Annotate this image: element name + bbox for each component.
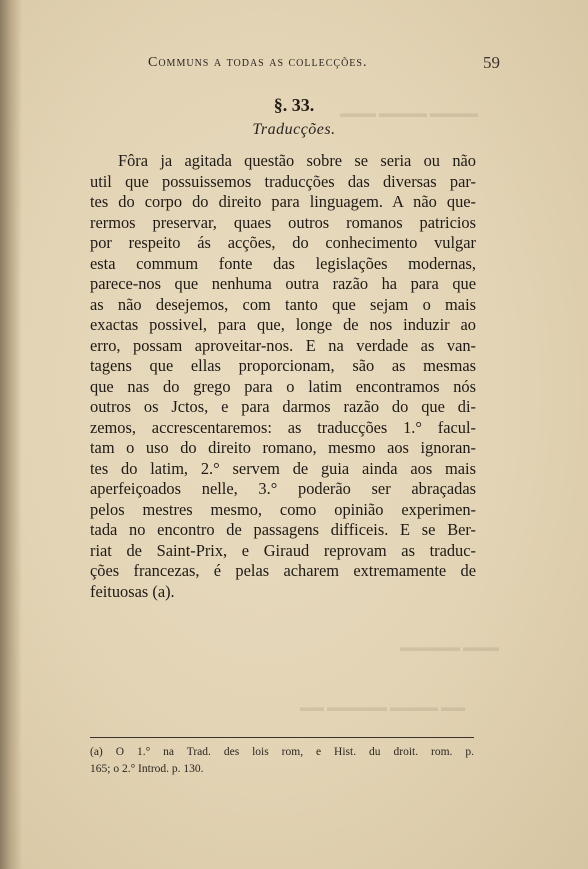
text-line: ções francezas, é pelas acharem extremamente de bbox=[90, 561, 476, 580]
bleed-through-mark: ▬▬▬ ▬▬▬▬ ▬▬▬▬ bbox=[340, 106, 478, 120]
text-line: tagens que ellas proporcionam, são as mesmas bbox=[90, 356, 476, 375]
text-line: feituosas (a). bbox=[90, 581, 175, 601]
text-line: erro, possam aproveitar-nos. E na verdade as van- bbox=[90, 335, 476, 355]
footnote-line: (a) O 1.° na Trad. des lois rom, e Hist. du droit. rom. p. bbox=[90, 746, 474, 758]
text-line: Fôra ja agitada questão sobre se seria ou não bbox=[118, 151, 476, 170]
page-header bbox=[120, 53, 500, 75]
page-number: 59 bbox=[483, 53, 500, 72]
text-line: rermos preservar, quaes outros romanos patricios bbox=[90, 212, 476, 232]
text-line: tes do latim, 2.° servem de guia ainda aos mais bbox=[90, 458, 476, 478]
text-line: as não desejemos, com tanto que sejam o mais bbox=[90, 294, 476, 314]
footnote-line: 165; o 2.° Introd. p. 130. bbox=[90, 763, 204, 775]
footnote-divider bbox=[90, 737, 474, 738]
text-line: tes do corpo do direito para linguagem. A não que- bbox=[90, 192, 476, 211]
text-line: esta commum fonte das legislações modernas, bbox=[90, 253, 476, 273]
text-line: tam o uso do direito romano, mesmo aos ignoran- bbox=[90, 438, 476, 457]
bleed-through-mark: ▬▬▬▬▬ ▬▬▬ bbox=[400, 640, 499, 654]
section-number: §. 33. bbox=[273, 95, 315, 115]
running-title: Communs a todas as collecções. bbox=[148, 55, 368, 70]
text-line: util que possuissemos traducções das diversas par- bbox=[90, 171, 476, 191]
body-paragraph bbox=[90, 151, 476, 602]
footnote bbox=[90, 744, 474, 778]
text-line: parece-nos que nenhuma outra razão ha para que bbox=[90, 274, 476, 293]
text-line: aperfeiçoados nelle, 3.° poderão ser abraçadas bbox=[90, 479, 476, 498]
text-line: zemos, accrescentaremos: as traducções 1.° facul- bbox=[90, 417, 476, 437]
section-title: Traducções. bbox=[252, 121, 336, 138]
text-line: que nas do grego para o latim encontramos nós bbox=[90, 376, 476, 396]
bleed-through-mark: ▬▬ ▬▬▬▬▬ ▬▬▬▬ ▬▬ bbox=[300, 700, 465, 714]
text-line: outros os Jctos, e para darmos razão do que di- bbox=[90, 397, 476, 416]
text-line: pelos mestres mesmo, como opinião experimen- bbox=[90, 499, 476, 519]
text-line: por respeito ás acções, do conhecimento vulgar bbox=[90, 233, 476, 252]
text-line: tada no encontro de passagens difficeis. E se Ber- bbox=[90, 520, 476, 539]
text-line: exactas possivel, para que, longe de nos induzir ao bbox=[90, 315, 476, 334]
text-line: riat de Saint-Prix, e Giraud reprovam as traduc- bbox=[90, 540, 476, 560]
